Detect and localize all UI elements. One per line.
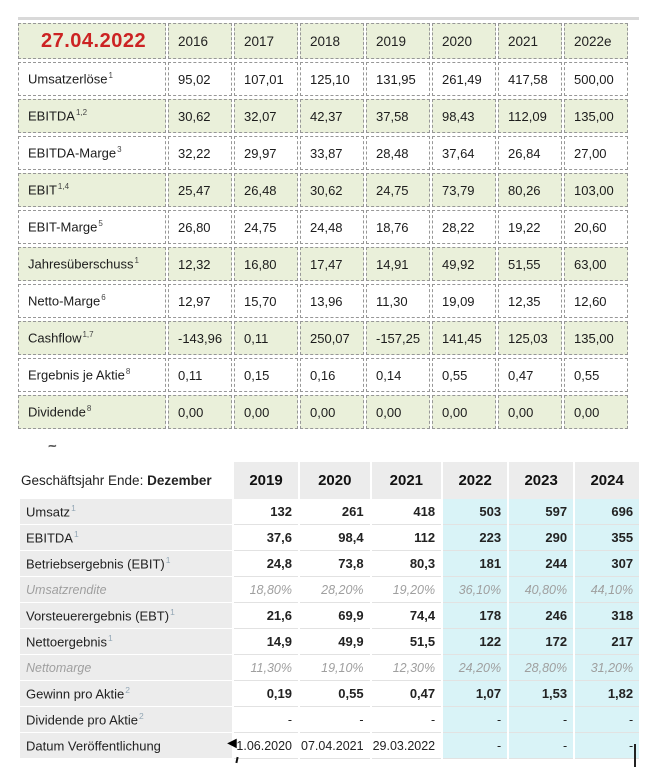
value-cell: 19,22 <box>498 210 562 244</box>
row-label <box>18 358 166 392</box>
fiscal-year-end-month: Dezember <box>147 473 212 488</box>
value-cell: -157,25 <box>366 321 430 355</box>
year-header: 2019 <box>366 23 430 59</box>
value-cell: 37,64 <box>432 136 496 170</box>
value-cell: 132 <box>234 499 298 525</box>
stray-mark: ~ <box>47 437 58 456</box>
value-cell: 290 <box>509 525 573 551</box>
footnote-superscript: 1 <box>107 633 113 644</box>
row-label-text: Gewinn pro Aktie <box>26 686 125 702</box>
value-cell: 28,20% <box>300 577 370 603</box>
value-cell: 135,00 <box>564 99 628 133</box>
table-row <box>18 62 628 96</box>
row-label <box>18 173 166 207</box>
footnote-superscript: 1 <box>165 555 171 566</box>
value-cell: 318 <box>575 603 639 629</box>
value-cell: 141,45 <box>432 321 496 355</box>
value-cell: 25,47 <box>168 173 232 207</box>
value-cell: 12,35 <box>498 284 562 318</box>
year-header: 2021 <box>372 462 442 499</box>
table-row <box>20 525 639 551</box>
value-cell: 122 <box>443 629 507 655</box>
estimates-header-row <box>20 462 639 499</box>
value-cell: 36,10% <box>443 577 507 603</box>
row-label <box>18 62 166 96</box>
value-cell: 307 <box>575 551 639 577</box>
value-cell: 30,62 <box>300 173 364 207</box>
cursor-tick-icon <box>235 757 238 763</box>
value-cell: 125,10 <box>300 62 364 96</box>
value-cell: 17,47 <box>300 247 364 281</box>
value-cell: 0,00 <box>564 395 628 429</box>
row-label <box>18 99 166 133</box>
value-cell: 28,48 <box>366 136 430 170</box>
value-cell: 98,43 <box>432 99 496 133</box>
value-cell: 1,07 <box>443 681 507 707</box>
value-cell: 172 <box>509 629 573 655</box>
year-header: 2017 <box>234 23 298 59</box>
value-cell: 261,49 <box>432 62 496 96</box>
row-label-text: Dividende pro Aktie <box>26 712 139 728</box>
valuation-table <box>16 20 630 432</box>
value-cell: 244 <box>509 551 573 577</box>
value-cell: 07.04.2021 <box>300 733 370 759</box>
row-label <box>20 629 232 655</box>
value-cell: 63,00 <box>564 247 628 281</box>
value-cell: 696 <box>575 499 639 525</box>
value-cell: 26,80 <box>168 210 232 244</box>
footnote-superscript: 5 <box>98 219 103 229</box>
value-cell: 0,47 <box>498 358 562 392</box>
table-row <box>18 173 628 207</box>
value-cell: 15,70 <box>234 284 298 318</box>
value-cell: 103,00 <box>564 173 628 207</box>
value-cell: 181 <box>443 551 507 577</box>
value-cell: 19,20% <box>372 577 442 603</box>
value-cell: 80,3 <box>372 551 442 577</box>
table-row <box>18 284 628 318</box>
value-cell: - <box>509 707 573 733</box>
value-cell: 418 <box>372 499 442 525</box>
value-cell: 12,97 <box>168 284 232 318</box>
row-label-text: Betriebsergebnis (EBIT) <box>26 556 165 572</box>
year-header: 2024 <box>575 462 639 499</box>
row-label-text: Umsatzrendite <box>26 583 107 598</box>
year-header: 2019 <box>234 462 298 499</box>
row-label-text: EBITDA <box>26 530 73 546</box>
value-cell: 40,80% <box>509 577 573 603</box>
row-label <box>18 210 166 244</box>
value-cell: 26,84 <box>498 136 562 170</box>
table-row <box>20 681 639 707</box>
row-label-text: EBITDA <box>28 108 75 124</box>
value-cell: 14,9 <box>234 629 298 655</box>
valuation-table-body <box>18 23 628 429</box>
value-cell: 73,8 <box>300 551 370 577</box>
slider-cursor-icon[interactable]: ◄ <box>224 735 240 752</box>
table-row <box>20 577 639 603</box>
row-label <box>18 321 166 355</box>
value-cell: 18,80% <box>234 577 298 603</box>
value-cell: 30,62 <box>168 99 232 133</box>
value-cell: - <box>575 707 639 733</box>
table-row <box>18 99 628 133</box>
row-label <box>18 395 166 429</box>
value-cell: 49,92 <box>432 247 496 281</box>
estimates-table-body <box>20 462 639 759</box>
value-cell: 26,48 <box>234 173 298 207</box>
year-header: 2018 <box>300 23 364 59</box>
value-cell: 98,4 <box>300 525 370 551</box>
value-cell: 29,97 <box>234 136 298 170</box>
value-cell: 73,79 <box>432 173 496 207</box>
fiscal-year-label-text: Geschäftsjahr Ende: <box>21 473 148 488</box>
fiscal-year-label <box>20 462 232 499</box>
value-cell: 33,87 <box>300 136 364 170</box>
table-row <box>20 707 639 733</box>
row-label-text: Netto-Marge <box>28 293 101 309</box>
row-label <box>20 681 232 707</box>
value-cell: - <box>372 707 442 733</box>
value-cell: 32,22 <box>168 136 232 170</box>
row-label <box>20 525 232 551</box>
value-cell: 14,91 <box>366 247 430 281</box>
value-cell: 31,20% <box>575 655 639 681</box>
row-label-text: EBITDA-Marge <box>28 145 117 161</box>
value-cell: 0,00 <box>234 395 298 429</box>
value-cell: 131,95 <box>366 62 430 96</box>
footnote-superscript: 1 <box>134 256 139 266</box>
year-header: 2020 <box>300 462 370 499</box>
value-cell: 24,75 <box>366 173 430 207</box>
value-cell: 0,11 <box>234 321 298 355</box>
table-row <box>20 629 639 655</box>
value-cell: 13,96 <box>300 284 364 318</box>
value-cell: 12,30% <box>372 655 442 681</box>
row-label <box>18 284 166 318</box>
value-cell: 597 <box>509 499 573 525</box>
footnote-superscript: 8 <box>125 367 131 377</box>
value-cell: 0,55 <box>432 358 496 392</box>
value-cell: 0,00 <box>498 395 562 429</box>
value-cell: 112 <box>372 525 442 551</box>
value-cell: 0,00 <box>300 395 364 429</box>
value-cell: 217 <box>575 629 639 655</box>
value-cell: 355 <box>575 525 639 551</box>
footnote-superscript: 1 <box>170 607 175 618</box>
year-header: 2023 <box>509 462 573 499</box>
value-cell: 11,30% <box>234 655 298 681</box>
row-label <box>20 551 232 577</box>
value-cell: 27,00 <box>564 136 628 170</box>
row-label-text: Datum Veröffentlichung <box>26 738 161 754</box>
value-cell: 135,00 <box>564 321 628 355</box>
year-header: 2021 <box>498 23 562 59</box>
value-cell: 12,32 <box>168 247 232 281</box>
value-cell: 1,53 <box>509 681 573 707</box>
value-cell: 0,19 <box>234 681 298 707</box>
value-cell: 12,60 <box>564 284 628 318</box>
table-row <box>20 551 639 577</box>
value-cell: 16,80 <box>234 247 298 281</box>
value-cell: 0,00 <box>432 395 496 429</box>
year-header: 2022e <box>564 23 628 59</box>
row-label <box>18 136 166 170</box>
row-label-text: Nettoergebnis <box>26 634 107 650</box>
row-label <box>20 707 232 733</box>
footnote-superscript: 1,7 <box>82 330 94 340</box>
footnote-superscript: 1 <box>108 71 113 81</box>
table-row <box>18 395 628 429</box>
value-cell: 80,26 <box>498 173 562 207</box>
value-cell: 500,00 <box>564 62 628 96</box>
valuation-header-row <box>18 23 628 59</box>
value-cell: 0,15 <box>234 358 298 392</box>
value-cell: 28,22 <box>432 210 496 244</box>
footnote-superscript: 2 <box>139 711 144 722</box>
text-caret <box>634 744 636 767</box>
value-cell: - <box>443 733 507 759</box>
row-label-text: EBIT <box>28 182 57 198</box>
value-cell: 44,10% <box>575 577 639 603</box>
value-cell: 24,20% <box>443 655 507 681</box>
value-cell: 246 <box>509 603 573 629</box>
value-cell: -143,96 <box>168 321 232 355</box>
value-cell: 503 <box>443 499 507 525</box>
year-header: 2020 <box>432 23 496 59</box>
table-row <box>20 733 639 759</box>
value-cell: 0,11 <box>168 358 232 392</box>
value-cell: 18,76 <box>366 210 430 244</box>
value-cell: 107,01 <box>234 62 298 96</box>
estimates-table <box>18 462 641 759</box>
value-cell: 24,48 <box>300 210 364 244</box>
value-cell: 24,75 <box>234 210 298 244</box>
report-date: 27.04.2022 <box>18 23 166 59</box>
value-cell: 0,55 <box>564 358 628 392</box>
value-cell: 69,9 <box>300 603 370 629</box>
value-cell: 0,55 <box>300 681 370 707</box>
value-cell: 0,16 <box>300 358 364 392</box>
value-cell: 20,60 <box>564 210 628 244</box>
value-cell: 49,9 <box>300 629 370 655</box>
value-cell: 0,00 <box>366 395 430 429</box>
footnote-superscript: 2 <box>125 685 131 696</box>
row-label-text: Cashflow <box>28 330 82 346</box>
value-cell: 37,58 <box>366 99 430 133</box>
footnote-superscript: 6 <box>101 293 106 303</box>
footnote-superscript: 1,2 <box>75 108 88 118</box>
row-label <box>20 577 232 603</box>
table-row <box>18 247 628 281</box>
value-cell: 0,00 <box>168 395 232 429</box>
row-label <box>20 655 232 681</box>
value-cell: - <box>300 707 370 733</box>
value-cell: 1.06.2020 <box>234 733 298 759</box>
table-row <box>18 358 628 392</box>
footnote-superscript: 8 <box>86 404 92 414</box>
value-cell: 28,80% <box>509 655 573 681</box>
row-label-text: Nettomarge <box>26 661 92 676</box>
footnote-superscript: 1,4 <box>57 182 70 192</box>
footnote-superscript: 3 <box>117 145 122 155</box>
value-cell: 37,6 <box>234 525 298 551</box>
row-label-text: Ergebnis je Aktie <box>28 367 125 383</box>
table-row <box>18 321 628 355</box>
value-cell: 51,5 <box>372 629 442 655</box>
table-row <box>20 499 639 525</box>
value-cell: 178 <box>443 603 507 629</box>
value-cell: 0,47 <box>372 681 442 707</box>
value-cell: 112,09 <box>498 99 562 133</box>
value-cell: 95,02 <box>168 62 232 96</box>
row-label-text: EBIT-Marge <box>28 219 98 235</box>
value-cell: 74,4 <box>372 603 442 629</box>
row-label-text: Umsatz <box>26 504 71 520</box>
value-cell: 125,03 <box>498 321 562 355</box>
row-label-text: Umsatzerlöse <box>28 71 108 87</box>
value-cell: 29.03.2022 <box>372 733 442 759</box>
value-cell: 51,55 <box>498 247 562 281</box>
value-cell: 1,82 <box>575 681 639 707</box>
value-cell: - <box>443 707 507 733</box>
table-row <box>20 603 639 629</box>
row-label-text: Jahresüberschuss <box>28 256 134 272</box>
table-row <box>18 136 628 170</box>
value-cell: 21,6 <box>234 603 298 629</box>
row-label-text: Dividende <box>28 404 86 420</box>
value-cell: 261 <box>300 499 370 525</box>
year-header: 2016 <box>168 23 232 59</box>
value-cell: 223 <box>443 525 507 551</box>
footnote-superscript: 1 <box>71 503 76 514</box>
table-row <box>18 210 628 244</box>
value-cell: 19,10% <box>300 655 370 681</box>
value-cell: 0,14 <box>366 358 430 392</box>
value-cell: 32,07 <box>234 99 298 133</box>
value-cell: 11,30 <box>366 284 430 318</box>
year-header: 2022 <box>443 462 507 499</box>
table-row <box>20 655 639 681</box>
row-label <box>20 733 232 759</box>
value-cell: 250,07 <box>300 321 364 355</box>
value-cell: - <box>234 707 298 733</box>
row-label <box>18 247 166 281</box>
row-label-text: Vorsteuerergebnis (EBT) <box>26 608 170 624</box>
row-label <box>20 499 232 525</box>
value-cell: - <box>575 733 639 759</box>
row-label <box>20 603 232 629</box>
value-cell: 42,37 <box>300 99 364 133</box>
value-cell: 19,09 <box>432 284 496 318</box>
value-cell: 417,58 <box>498 62 562 96</box>
value-cell: - <box>509 733 573 759</box>
footnote-superscript: 1 <box>73 529 79 540</box>
value-cell: 24,8 <box>234 551 298 577</box>
